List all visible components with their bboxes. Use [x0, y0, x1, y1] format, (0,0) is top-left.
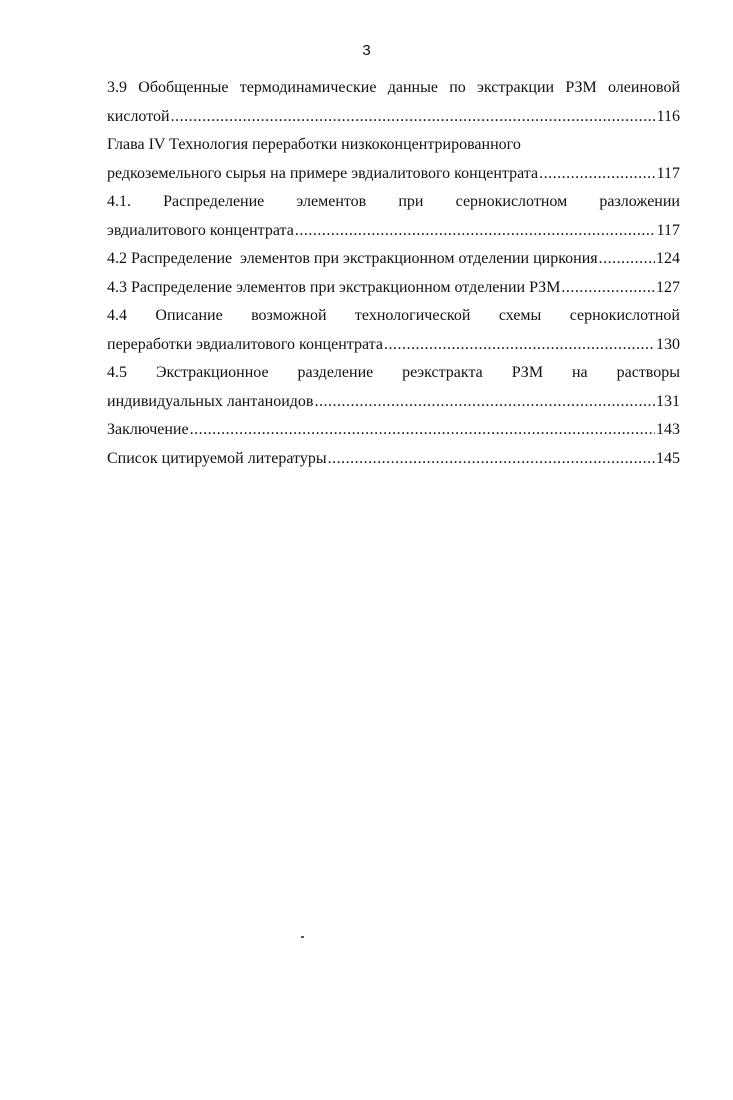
dot-leader — [599, 245, 655, 274]
toc-chapter-4-line-2 — [107, 160, 680, 189]
toc-page-number: 130 — [656, 335, 680, 353]
toc-4-3 — [107, 274, 680, 303]
toc-4-5-line-1: 4.5 Экстракционное разделение реэкстракта РЗМ на растворы — [107, 364, 680, 381]
toc-references — [107, 445, 680, 474]
dot-leader — [539, 160, 656, 189]
toc-page-number: 131 — [656, 392, 680, 410]
toc-page-number: 143 — [656, 421, 680, 438]
toc-conclusion — [107, 416, 680, 445]
toc-4-5-line-2 — [107, 388, 680, 417]
toc-chapter-4-line-1: Глава IV Технология переработки низкоконцентрированного — [107, 136, 521, 153]
toc-entry-title: эвдиалитового концентрата — [107, 221, 294, 239]
dot-leader — [561, 274, 655, 303]
toc-4-1-line-1: 4.1. Распределение элементов при сернокислотном разложении — [107, 193, 680, 210]
toc-page-number: 117 — [656, 221, 680, 239]
toc-page-number: 127 — [656, 278, 680, 296]
toc-entry-title: Заключение — [107, 421, 189, 438]
scan-speck — [301, 936, 304, 938]
toc-entry-title: переработки эвдиалитового концентрата — [107, 335, 383, 353]
toc-entry-title: 4.2 Распределение элементов при экстракционном отделении циркония — [107, 250, 598, 267]
dot-leader — [384, 331, 655, 360]
toc-page-number: 145 — [656, 449, 680, 467]
toc-entry-title: Список цитируемой литературы — [107, 449, 327, 467]
toc-entry-title: кислотой — [107, 107, 170, 125]
dot-leader — [295, 217, 656, 246]
dot-leader — [328, 445, 655, 474]
toc-entry-title: редкоземельного сырья на примере эвдиалитового концентрата — [107, 164, 539, 182]
toc-page-number: 124 — [656, 250, 680, 267]
toc-3-9-line-2 — [107, 103, 680, 132]
toc-4-1-line-2 — [107, 217, 680, 246]
dot-leader — [190, 416, 655, 445]
toc-page-number: 117 — [656, 164, 680, 182]
toc-4-4-line-1: 4.4 Описание возможной технологической схемы сернокислотной — [107, 307, 680, 324]
toc-page-number: 116 — [656, 107, 680, 125]
page-number: 3 — [362, 42, 371, 59]
toc-3-9-line-1: 3.9 Обобщенные термодинамические данные по экстракции РЗМ олеиновой — [107, 79, 680, 96]
toc-4-4-line-2 — [107, 331, 680, 360]
table-of-contents — [107, 74, 680, 473]
dot-leader — [171, 103, 656, 132]
dot-leader — [314, 388, 655, 417]
toc-entry-title: индивидуальных лантаноидов — [107, 392, 314, 410]
toc-entry-title: 4.3 Распределение элементов при экстракционном отделении РЗМ — [107, 278, 561, 296]
toc-4-2 — [107, 245, 680, 274]
